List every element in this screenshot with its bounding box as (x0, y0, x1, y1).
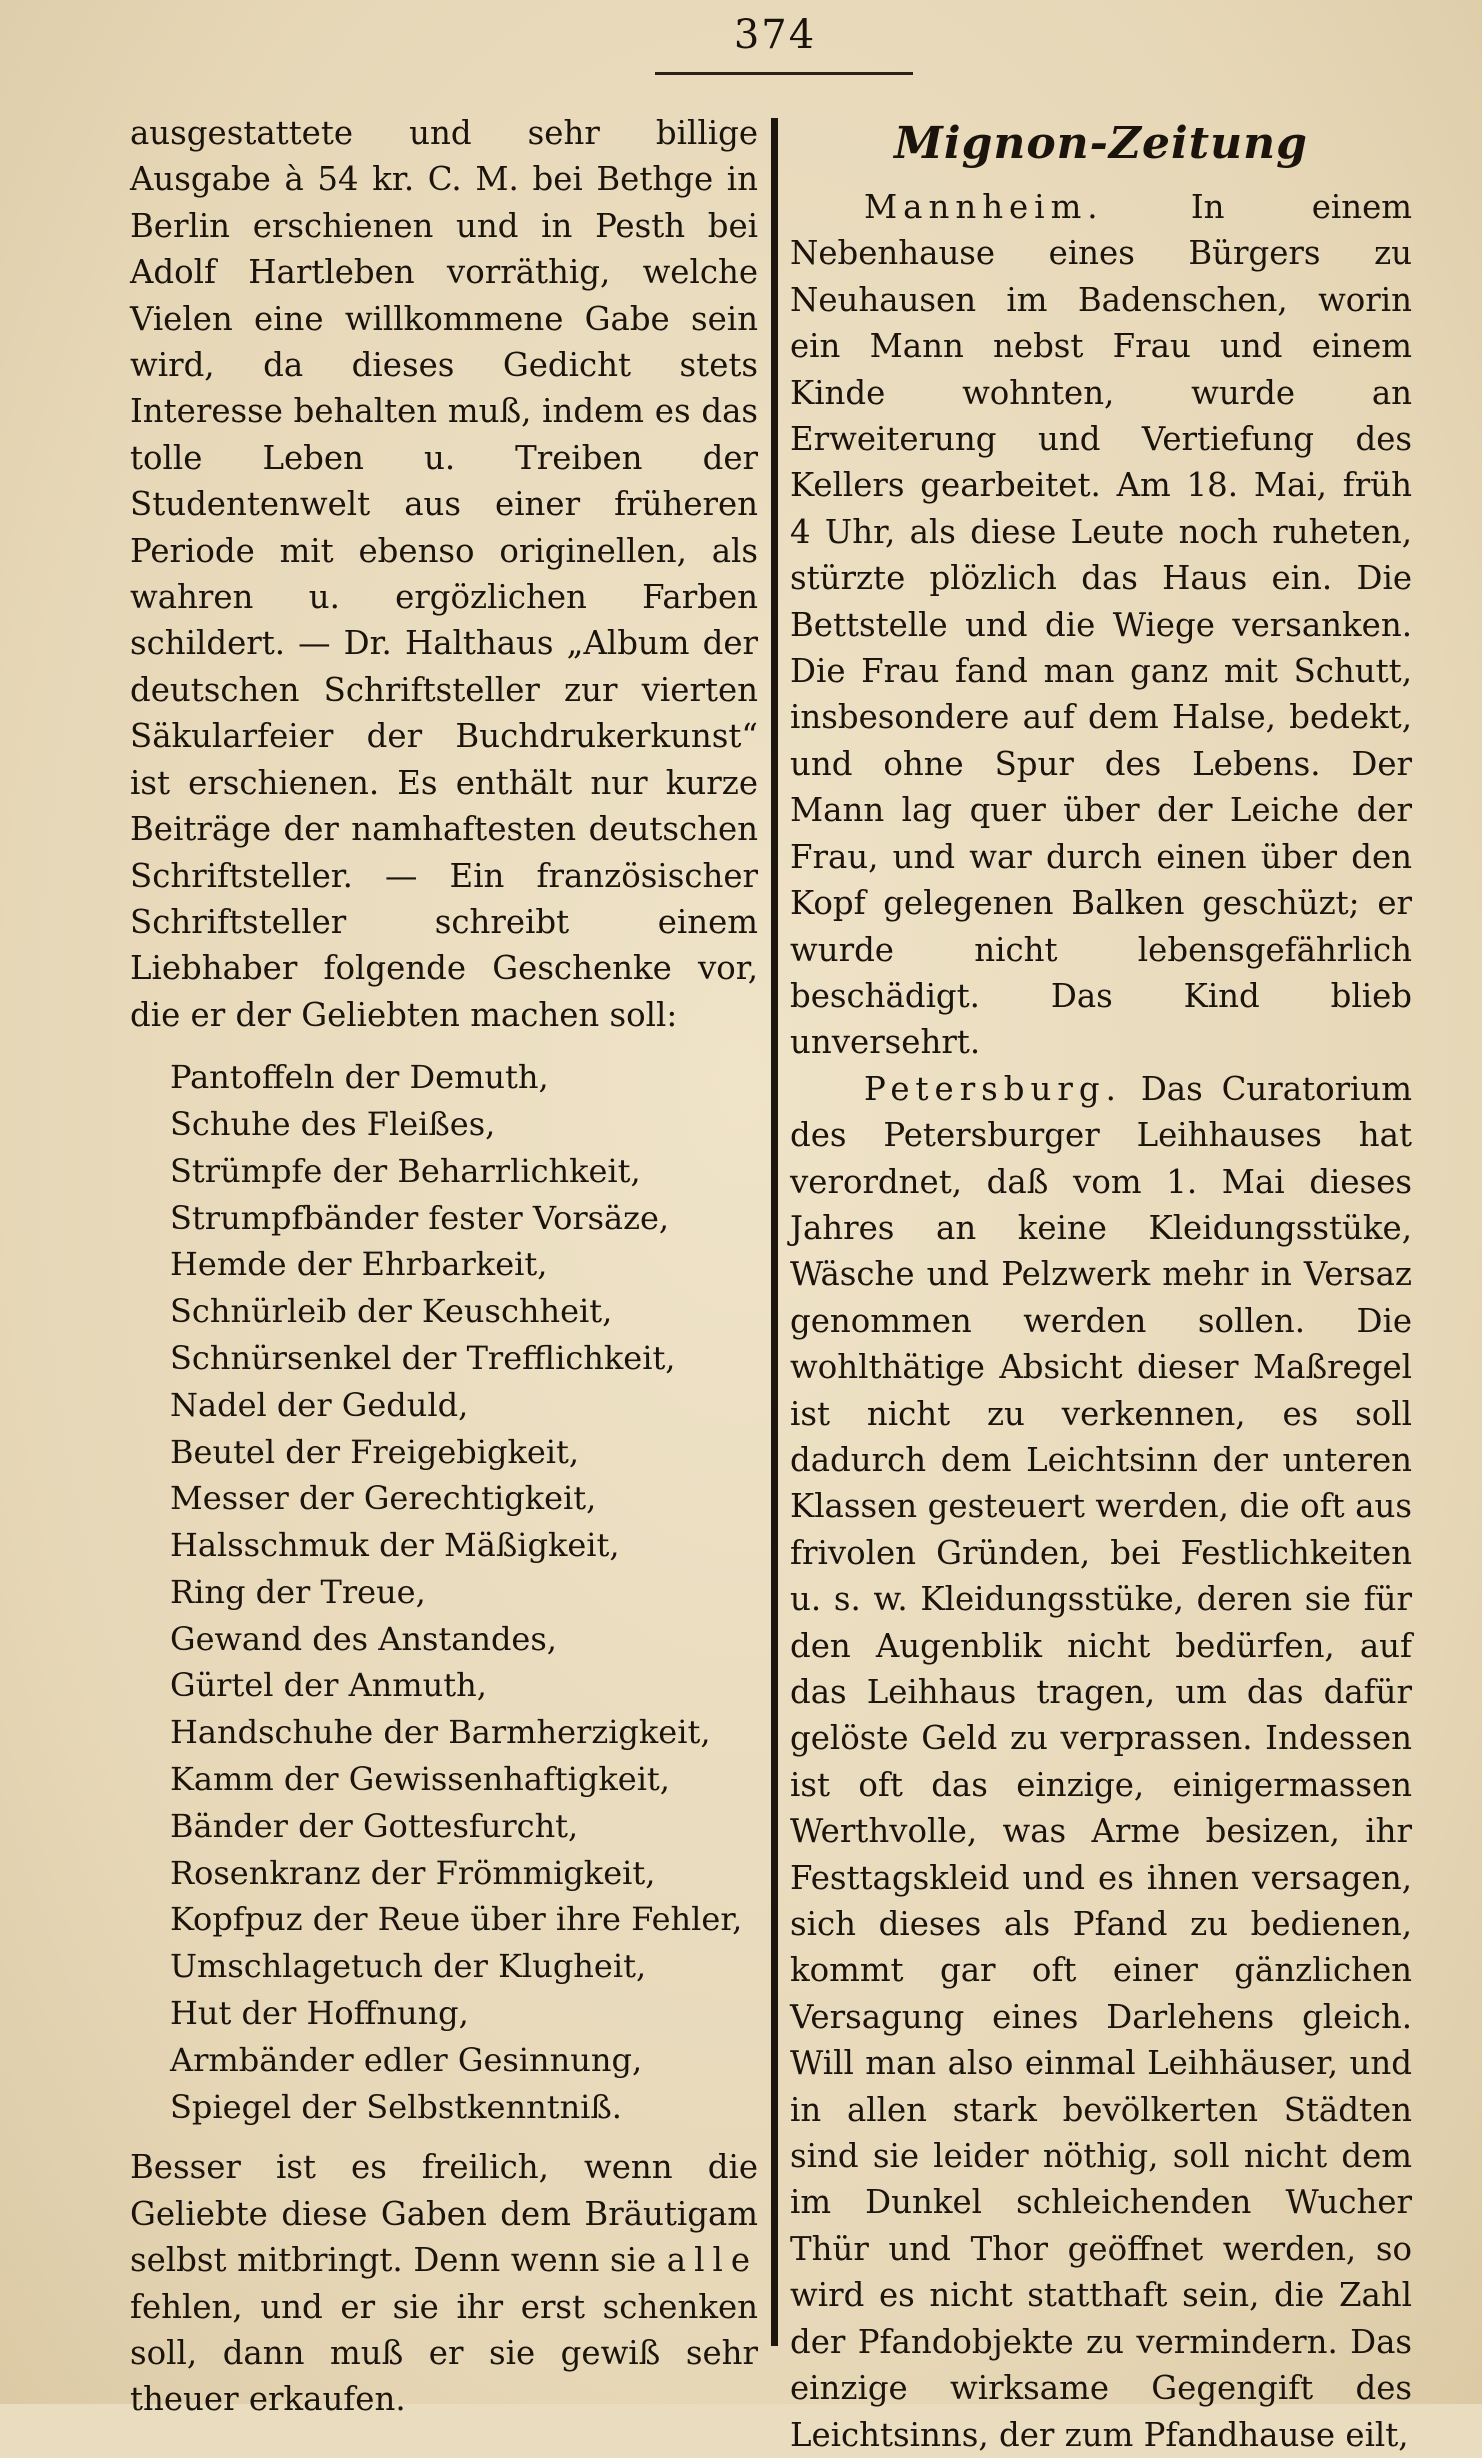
paragraph-text: Besser ist es freilich, wenn die Geliebte diese Gaben dem Bräutigam selbst mitbringt. Denn wenn sie (130, 2148, 758, 2280)
verse-line: Schuhe des Fleißes, (170, 1104, 496, 1143)
verse-line: Armbänder edler Gesinnung, (170, 2040, 643, 2079)
verse-line: Kopfpuz der Reue über ihre Fehler, (170, 1900, 743, 1939)
verse-line: Schnürsenkel der Trefflichkeit, (170, 1338, 676, 1377)
section-heading: Mignon-Zeitung (894, 118, 1308, 169)
verse-line: Beutel der Freigebigkeit, (170, 1432, 580, 1471)
emphasis-text: alle (666, 2241, 758, 2280)
right-column (790, 110, 1412, 2458)
verse-line: Ring der Treue, (170, 1572, 426, 1611)
gift-list (170, 1054, 758, 2130)
verse-line: Messer der Gerechtigkeit, (170, 1479, 597, 1518)
verse-line: Handschuhe der Barmherzigkeit, (170, 1713, 711, 1752)
verse-line: Strümpfe der Beharrlichkeit, (170, 1151, 641, 1190)
verse-line: Strumpfbänder fester Vorsäze, (170, 1198, 670, 1237)
news-item (790, 184, 1412, 1066)
verse-line: Spiegel der Selbstkenntniß. (170, 2087, 622, 2126)
verse-line: Nadel der Geduld, (170, 1385, 469, 1424)
dateline: Mannheim. (864, 188, 1104, 226)
verse-line: Schnürleib der Keuschheit, (170, 1292, 613, 1331)
article-paragraph: ausgestattete und sehr billige Ausgabe à 54 kr. C. M. bei Bethge in Berlin erschienen und in Pesth bei Adolf Hartleben vorräthig, welche Vielen eine willkommene Gabe sein wird, da dieses Gedicht stets Interesse behalten muß, indem es das tolle Leben u. Treiben der Studentenwelt aus einer früheren Periode mit ebenso originellen, als wahren u. ergözlichen Farben schildert. — Dr. Halthaus „Album der deutschen Schriftsteller zur vierten Säkularfeier der Buchdrukerkunst“ ist erschienen. Es enthält nur kurze Beiträge der namhaftesten deutschen Schriftsteller. — Ein französischer Schriftsteller schreibt einem Liebhaber folgende Geschenke vor, die er der Geliebten machen soll: (130, 114, 758, 1034)
verse-line: Kamm der Gewissenhaftigkeit, (170, 1760, 670, 1799)
verse-line: Rosenkranz der Frömmigkeit, (170, 1853, 656, 1892)
verse-line: Halsschmuk der Mäßigkeit, (170, 1526, 620, 1565)
verse-line: Bänder der Gottesfurcht, (170, 1806, 579, 1845)
left-column (130, 110, 758, 2423)
dateline: Petersburg. (864, 1069, 1122, 1108)
news-item (790, 1066, 1412, 2458)
paragraph-text: fehlen, und er sie ihr erst schenken soll, dann muß er sie gewiß sehr theuer erkaufen. (130, 2287, 758, 2419)
page-number: 374 (733, 12, 817, 58)
column-divider (771, 118, 778, 2346)
verse-line: Gürtel der Anmuth, (170, 1666, 487, 1705)
verse-line: Gewand des Anstandes, (170, 1619, 557, 1658)
news-text: In einem Nebenhause eines Bürgers zu Neuhausen im Badenschen, worin ein Mann nebst Frau und einem Kinde wohnten, wurde an Erweiterung und Vertiefung des Kellers gearbeitet. Am 18. Mai, früh 4 Uhr, als diese Leute noch ruheten, stürzte plözlich das Haus ein. Die Bettstelle und die Wiege versanken. Die Frau fand man ganz mit Schutt, insbesondere auf dem Halse, bedekt, und ohne Spur des Lebens. Der Mann lag quer über der Leiche der Frau, und war durch einen über den Kopf gelegenen Balken geschüzt; er wurde nicht lebensgefährlich beschädigt. Das Kind blieb unversehrt. (790, 188, 1412, 1062)
verse-line: Hut der Hoffnung, (170, 1994, 469, 2033)
news-text: Das Curatorium des Petersburger Leihhauses hat verordnet, daß vom 1. Mai dieses Jahres an keine Kleidungsstüke, Wäsche und Pelzwerk mehr in Versaz genommen werden sollen. Die wohlthätige Absicht dieser Maßregel ist nicht zu verkennen, es soll dadurch dem Leichtsinn der unteren Klassen gesteuert werden, die oft aus frivolen Gründen, bei Festlichkeiten u. s. w. Kleidungsstüke, deren sie für den Augenblik nicht bedürfen, auf das Leihhaus tragen, um das dafür gelöste Geld zu verprassen. Indessen ist oft das einzige, einigermassen Werthvolle, was Arme besizen, ihr Festtagskleid und es ihnen versagen, sich dieses als Pfand zu bedienen, kommt gar oft einer gänzlichen Versagung eines Darlehens gleich. Will man also einmal Leihhäuser, und in allen stark bevölkerten Städten sind sie leider nöthig, soll nicht dem im Dunkel schleichenden Wucher Thür und Thor geöffnet werden, so wird es nicht statthaft sein, die Zahl der Pfandobjekte zu vermindern. Das einzige wirksame Gegengift des Leichtsinns, der zum Pfandhause eilt, (790, 1069, 1412, 2454)
verse-line: Hemde der Ehrbarkeit, (170, 1245, 548, 1284)
verse-line: Pantoffeln der Demuth, (170, 1058, 549, 1097)
article-paragraph (130, 2144, 758, 2422)
verse-line: Umschlagetuch der Klugheit, (170, 1947, 647, 1986)
header-rule (655, 72, 913, 75)
